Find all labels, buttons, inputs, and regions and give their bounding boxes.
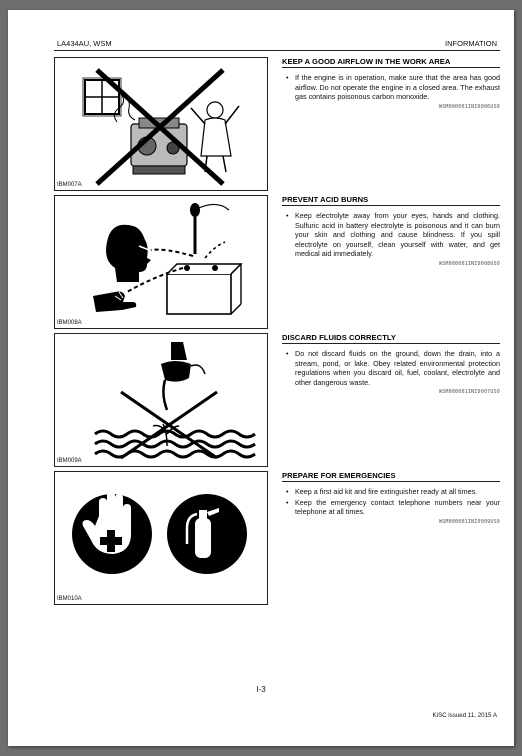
bullet-icon: • bbox=[286, 349, 289, 358]
bullet-icon: • bbox=[286, 497, 289, 507]
bullet-icon: • bbox=[286, 487, 289, 496]
battery-acid-splash-icon bbox=[55, 196, 269, 330]
section-acid bbox=[282, 195, 500, 267]
bullet-item bbox=[282, 349, 500, 387]
bullet-icon: • bbox=[286, 211, 289, 220]
bullet-text: Do not discard fluids on the ground, down the drain, into a stream, pond, or lake. Obey related environmental protection regulations when you discard oil, fuel, coolant, electrolyte and other dangerous waste. bbox=[295, 349, 500, 387]
bullet-item bbox=[282, 73, 500, 102]
section-title: PREVENT ACID BURNS bbox=[282, 195, 500, 206]
header-rule bbox=[54, 50, 500, 51]
reference-code: WSM000001INI0008US0 bbox=[439, 260, 500, 267]
bullet-item bbox=[282, 487, 500, 497]
reference-code: WSM000001INI0007US0 bbox=[439, 389, 500, 396]
section-title: KEEP A GOOD AIRFLOW IN THE WORK AREA bbox=[282, 57, 500, 68]
page-number: I-3 bbox=[256, 685, 266, 694]
bullet-item bbox=[282, 211, 500, 259]
reference-code: WSM000001INI0009US0 bbox=[439, 518, 500, 525]
section-title: PREPARE FOR EMERGENCIES bbox=[282, 471, 500, 482]
section-fluids bbox=[282, 333, 500, 395]
bullet-text: If the engine is in operation, make sure that the area has good airflow. Do not operate the engine in a closed area. The exhaust gas contains poisonous carbon monoxide. bbox=[295, 73, 500, 102]
manual-page bbox=[8, 10, 514, 746]
no-engine-indoors-icon bbox=[55, 58, 269, 192]
header-model: LA434AU, WSM bbox=[57, 39, 112, 48]
bullet-item bbox=[282, 498, 500, 517]
first-aid-and-extinguisher-icon bbox=[55, 472, 269, 606]
bullet-text: Keep electrolyte away from your eyes, hands and clothing. Sulfuric acid in battery electrolyte is poisonous and it can burn your skin and clothing and cause blindness. If you spill electrolyte on yourself, clean yourself with water, and get medical aid immediately. bbox=[295, 211, 500, 259]
figure-emergency bbox=[54, 471, 268, 605]
figure-airflow bbox=[54, 57, 268, 191]
bullet-text: Keep a first aid kit and fire extinguisher ready at all times. bbox=[295, 487, 478, 496]
figure-caption: IBM010A bbox=[57, 596, 82, 602]
section-title: DISCARD FLUIDS CORRECTLY bbox=[282, 333, 500, 344]
figure-acid bbox=[54, 195, 268, 329]
header-chapter: INFORMATION bbox=[445, 39, 497, 48]
section-emergencies bbox=[282, 471, 500, 525]
figure-caption: IBM007A bbox=[57, 182, 82, 188]
footer-issue: KiSC issued 11, 2015 A bbox=[432, 712, 497, 719]
figure-caption: IBM008A bbox=[57, 320, 82, 326]
bullet-icon: • bbox=[286, 73, 289, 82]
bullet-text: Keep the emergency contact telephone numbers near your telephone at all times. bbox=[295, 497, 500, 517]
reference-code: WSM000001INI0006US0 bbox=[439, 103, 500, 110]
no-dumping-fluids-icon bbox=[55, 334, 269, 468]
figure-caption: IBM009A bbox=[57, 458, 82, 464]
section-airflow bbox=[282, 57, 500, 110]
figure-fluids bbox=[54, 333, 268, 467]
